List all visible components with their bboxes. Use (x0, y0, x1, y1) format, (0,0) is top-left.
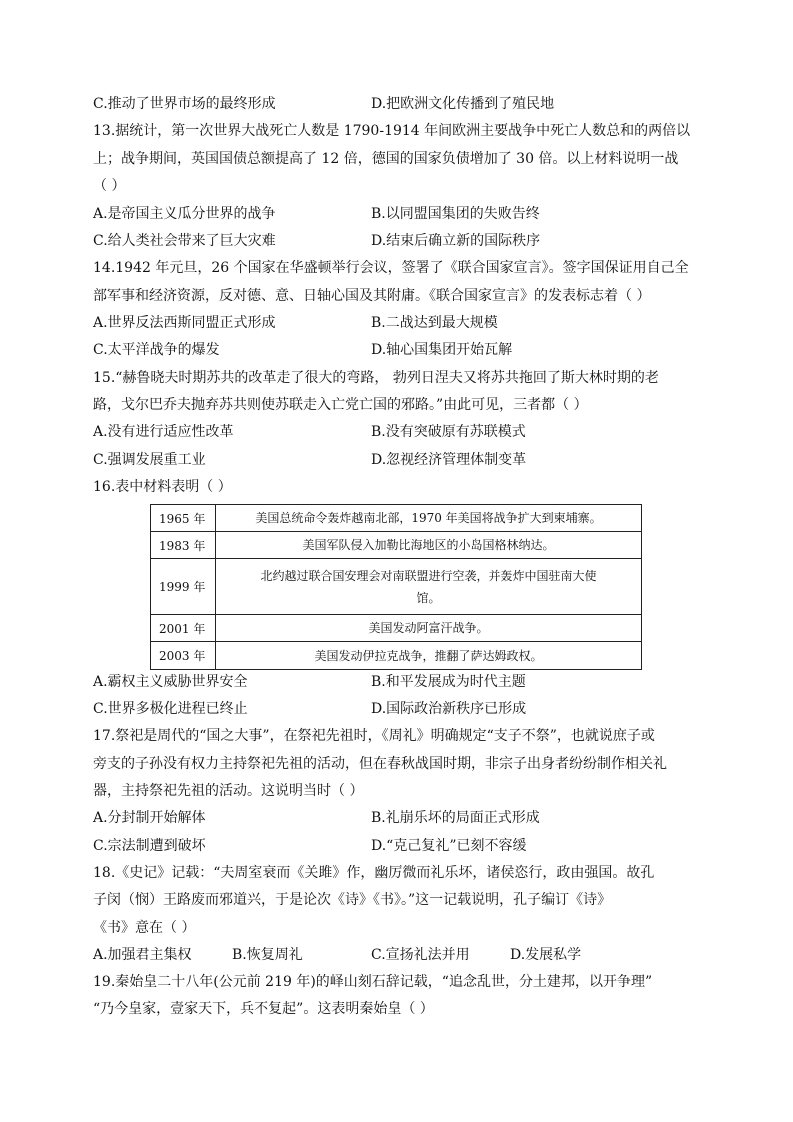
history-events-table (150, 504, 642, 670)
q12-option-d: D.把欧洲文化传播到了殖民地 (371, 96, 555, 112)
q13-stem-line2: 上；战争期间，英国国债总额提高了 12 倍，德国的国家负债增加了 30 倍。以上材料说明一战 (93, 151, 679, 167)
q13-option-c: C.给人类社会带来了巨大灾难 (93, 233, 276, 249)
q17-option-c: C.宗法制遭到破坏 (93, 838, 206, 854)
table-event-line: 北约越过联合国安理会对南联盟进行空袭，并轰炸中国驻南大使 (260, 568, 597, 583)
q19-stem-line2: “乃今皇家，壹家天下，兵不复起”。这表明秦始皇（ ） (93, 1001, 434, 1017)
table-year-cell: 1983 年 (151, 532, 216, 559)
q13-option-a: A.是帝国主义瓜分世界的战争 (93, 206, 276, 222)
table-row (151, 559, 642, 615)
q13-option-d: D.结束后确立新的国际秩序 (371, 233, 541, 249)
table-year-cell: 2003 年 (151, 642, 216, 670)
table-event-line: 馆。 (416, 590, 441, 605)
table-event-cell (216, 559, 642, 615)
q18-stem-line1: 18.《史记》记载：“夫周室衰而《关雎》作，幽厉微而礼乐坏，诸侯恣行，政由强国。故孔 (93, 865, 655, 881)
q14-stem-line2: 部军事和经济资源，反对德、意、日轴心国及其附庸。《联合国家宣言》的发表标志着（ ） (93, 288, 651, 304)
table-year-cell: 2001 年 (151, 615, 216, 642)
q18-option-d: D.发展私学 (510, 947, 582, 963)
q17-option-d: D.“克己复礼”已刻不容缓 (371, 838, 527, 854)
table-event-cell: 美国发动阿富汗战争。 (216, 615, 642, 642)
table-event-cell: 美国军队侵入加勒比海地区的小岛国格林纳达。 (216, 532, 642, 559)
q12-option-c: C.推动了世界市场的最终形成 (93, 96, 276, 112)
q16-option-b: B.和平发展成为时代主题 (371, 674, 526, 690)
q19-stem-line1: 19.秦始皇二十八年(公元前 219 年)的峄山刻石辞记载，“追念乱世，分土建邦，以开争理” (93, 974, 653, 990)
q17-stem-line2: 旁支的子孙没有权力主持祭祀先祖的活动，但在春秋战国时期，非宗子出身者纷纷制作相关礼 (93, 756, 667, 772)
q15-option-a: A.没有进行适应性改革 (93, 424, 234, 440)
table-year-cell: 1999 年 (151, 559, 216, 615)
q14-option-a: A.世界反法西斯同盟正式形成 (93, 315, 276, 331)
q14-option-b: B.二战达到最大规模 (371, 315, 498, 331)
q18-stem-line2: 子闵（悯）王路废而邪道兴，于是论次《诗》《书》。”这一记载说明，孔子编订《诗》 (93, 892, 612, 908)
q16-option-d: D.国际政治新秩序已形成 (371, 701, 527, 717)
q18-options-row (93, 945, 581, 965)
q13-stem-line1: 13.据统计，第一次世界大战死亡人数是 1790-1914 年间欧洲主要战争中死亡人数总和的两倍以 (93, 123, 691, 139)
q13-stem-line3: （ ） (93, 178, 126, 194)
table-event-cell: 美国总统命令轰炸越南北部，1970 年美国将战争扩大到柬埔寨。 (216, 505, 642, 532)
q16-stem: 16.表中材料表明（ ） (93, 479, 232, 495)
q15-stem-line2: 路，戈尔巴乔夫抛弃苏共则使苏联走入亡党亡国的邪路。”由此可见，三者都（ ） (93, 397, 588, 413)
q15-option-d: D.忽视经济管理体制变革 (371, 452, 527, 468)
q13-option-b: B.以同盟国集团的失败告终 (371, 206, 540, 222)
q14-option-c: C.太平洋战争的爆发 (93, 342, 220, 358)
q14-option-d: D.轴心国集团开始瓦解 (371, 342, 513, 358)
q18-option-c: C.宣扬礼法并用 (371, 947, 470, 963)
q15-stem-line1: 15.“赫鲁晓夫时期苏共的改革走了很大的弯路， 勃列日涅夫又将苏共拖回了斯大林时期的老 (93, 370, 659, 386)
table-row (151, 505, 642, 532)
q18-option-b: B.恢复周礼 (232, 947, 303, 963)
table-row (151, 642, 642, 670)
table-row (151, 532, 642, 559)
q18-stem-line3: 《书》意在（ ） (93, 920, 196, 936)
q15-option-c: C.强调发展重工业 (93, 452, 206, 468)
q16-option-a: A.霸权主义威胁世界安全 (93, 674, 248, 690)
q18-option-a: A.加强君主集权 (93, 947, 192, 963)
table-event-cell: 美国发动伊拉克战争，推翻了萨达姆政权。 (216, 642, 642, 670)
q17-stem-line1: 17.祭祀是周代的“国之大事”，在祭祀先祖时，《周礼》明确规定“支子不祭”，也就说庶子或 (93, 728, 655, 744)
q16-option-c: C.世界多极化进程已终止 (93, 701, 248, 717)
q14-stem-line1: 14.1942 年元旦，26 个国家在华盛顿举行会议，签署了《联合国家宣言》。签字国保证用自己全 (93, 260, 689, 276)
q15-option-b: B.没有突破原有苏联模式 (371, 424, 526, 440)
q17-option-a: A.分封制开始解体 (93, 810, 206, 826)
q17-stem-line3: 器，主持祭祀先祖的活动。这说明当时（ ） (93, 783, 364, 799)
table-row (151, 615, 642, 642)
q17-option-b: B.礼崩乐坏的局面正式形成 (371, 810, 540, 826)
table-year-cell: 1965 年 (151, 505, 216, 532)
